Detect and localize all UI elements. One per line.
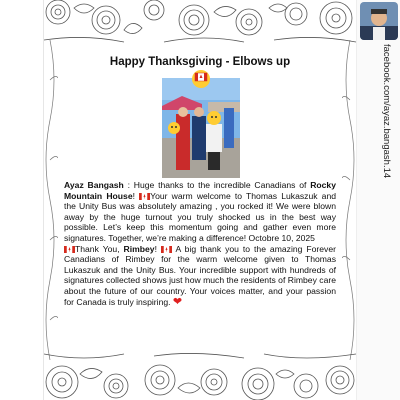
text-segment: A big thank you to the amazing Forever Canadians of Rimbey for the warm welcome given to Thomas Lukaszuk and the Unity Bus. Your incredible support with hundreds of signatures collected shows just how much the residents of Rimbey care about the future of our country. Your voices matter, and your passion for Canada is truly inspiring. <box>64 243 336 307</box>
avatar[interactable] <box>360 2 398 40</box>
text-segment: ! <box>132 190 140 201</box>
paragraph-rocky-mountain-house <box>64 180 336 244</box>
author-name: Ayaz Bangash <box>64 180 124 190</box>
text-segment: Thank You, <box>75 243 124 254</box>
paragraph-rimbey <box>64 244 336 308</box>
post-body <box>64 180 336 307</box>
text-segment: ! <box>154 243 161 254</box>
canada-flag-icon <box>64 246 75 253</box>
thanksgiving-card <box>44 0 356 400</box>
canada-flag-icon <box>161 246 172 253</box>
heart-icon: ❤ <box>172 295 183 308</box>
facebook-handle[interactable] <box>378 44 392 344</box>
post-title: Happy Thanksgiving - Elbows up <box>109 56 291 68</box>
facebook-handle-text: facebook.com/ayaz.bangash.14 <box>381 44 392 179</box>
place-rimbey: Rimbey <box>123 243 155 254</box>
emoji-face-icon <box>207 111 221 125</box>
floral-border-top <box>44 0 356 52</box>
text-segment: : Huge thanks to the incredible Canadians of <box>123 180 311 190</box>
emoji-flag-icon <box>190 68 212 88</box>
floral-border-bottom <box>44 344 356 400</box>
place-rocky-mountain-house: Rocky Mountain House <box>64 180 336 201</box>
floral-border-right <box>342 40 356 360</box>
text-segment: Your warm welcome to Thomas Lukaszuk and the Unity Bus was absolutely amazing , you rocked it! We were blown away by the huge turnout you truly shocked us in the best way possible. Let’s keep this momentum going and gather even more signatures. Together, we’re making a difference! Octobre 10, 2025 <box>64 190 337 243</box>
floral-border-left <box>44 40 58 360</box>
canada-flag-icon <box>139 193 150 200</box>
event-photo <box>162 78 240 178</box>
emoji-face-icon <box>168 122 180 134</box>
